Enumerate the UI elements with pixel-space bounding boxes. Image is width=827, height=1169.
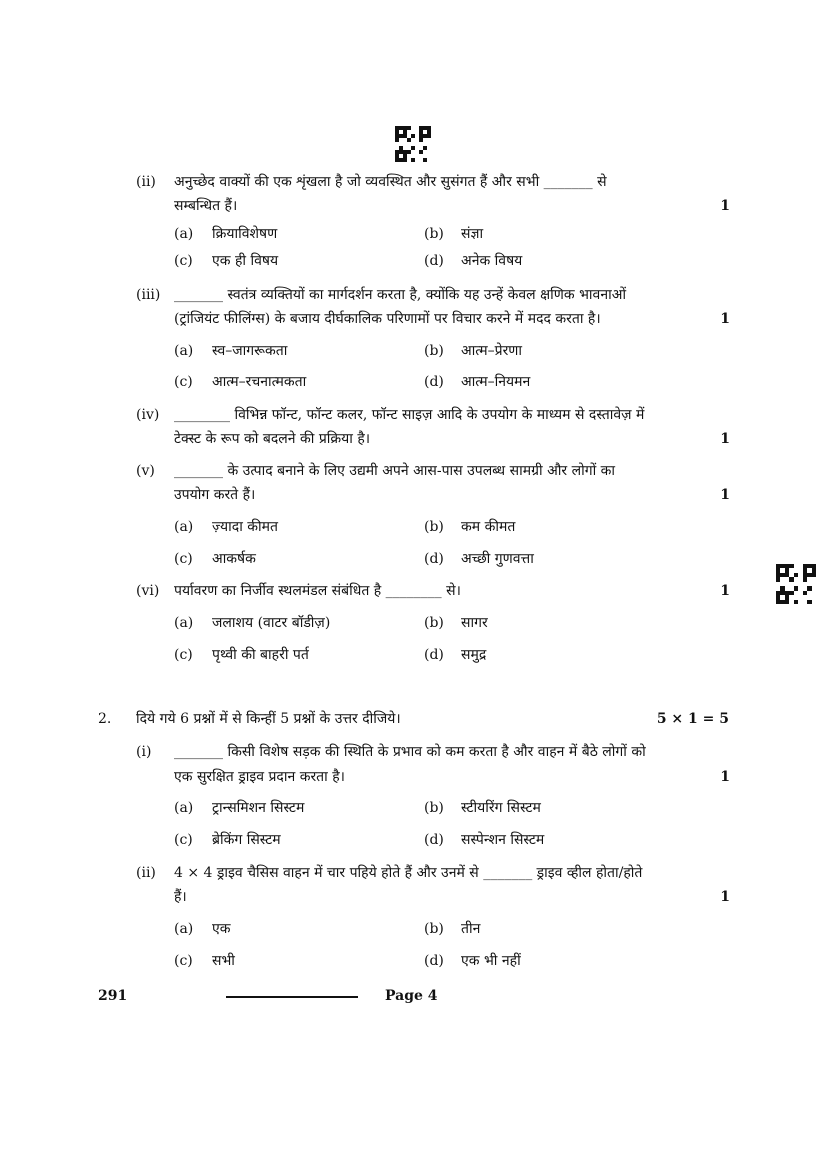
option-label: (a)	[174, 343, 194, 359]
q1-v-text-line2: उपयोग करते हैं।	[174, 487, 256, 503]
option-text: संज्ञा	[461, 226, 484, 242]
option-text: स्टीयरिंग सिस्टम	[461, 800, 541, 816]
q1-ii-text-line1: अनुच्छेद वाक्यों की एक शृंखला है जो व्यवस्थित और सुसंगत हैं और सभी _______ से	[174, 174, 607, 190]
option-text: जलाशय (वाटर बॉडीज़)	[212, 615, 331, 631]
q2-i-number: (i)	[136, 744, 152, 760]
option-label: (b)	[424, 226, 444, 242]
option-text: आकर्षक	[212, 551, 256, 567]
q1-vi-marks: 1	[720, 583, 730, 599]
page-code: 291	[98, 988, 128, 1004]
footer-rule	[226, 996, 358, 998]
option-text: सभी	[212, 953, 235, 969]
option-text: कम कीमत	[461, 519, 516, 535]
option-label: (d)	[424, 253, 444, 269]
q1-iii-marks: 1	[720, 311, 730, 327]
option-text: समुद्र	[461, 647, 487, 663]
option-label: (d)	[424, 551, 444, 567]
q2-i-marks: 1	[720, 769, 730, 785]
q2-i-text-line2: एक सुरक्षित ड्राइव प्रदान करता है।	[174, 769, 345, 785]
option-text: ज़्यादा कीमत	[212, 519, 278, 535]
option-label: (b)	[424, 800, 444, 816]
q1-iv-number: (iv)	[136, 407, 160, 423]
q1-v-text-line1: _______ के उत्पाद बनाने के लिए उद्यमी अपने आस-पास उपलब्ध सामग्री और लोगों का	[174, 463, 616, 479]
q1-v-marks: 1	[720, 487, 730, 503]
option-text: आत्म–नियमन	[461, 374, 531, 390]
q2-ii-number: (ii)	[136, 865, 156, 881]
option-text: ट्रान्समिशन सिस्टम	[212, 800, 305, 816]
option-label: (d)	[424, 953, 444, 969]
option-label: (b)	[424, 921, 444, 937]
option-label: (d)	[424, 374, 444, 390]
q2-number: 2.	[98, 711, 112, 727]
qr-code-side	[776, 564, 816, 604]
qr-module	[427, 158, 431, 162]
page-number: Page 4	[385, 988, 438, 1004]
q1-ii-number: (ii)	[136, 174, 156, 190]
option-label: (c)	[174, 253, 193, 269]
option-label: (a)	[174, 615, 194, 631]
option-text: एक	[212, 921, 231, 937]
q1-iii-number: (iii)	[136, 287, 161, 303]
q2-i-text-line1: _______ किसी विशेष सड़क की स्थिति के प्रभाव को कम करता है और वाहन में बैठे लोगों को	[174, 744, 646, 760]
option-label: (b)	[424, 615, 444, 631]
option-text: एक भी नहीं	[461, 953, 521, 969]
option-label: (b)	[424, 519, 444, 535]
option-text: सागर	[461, 615, 488, 631]
option-text: आत्म–प्रेरणा	[461, 343, 523, 359]
q1-vi-text-line1: पर्यावरण का निर्जीव स्थलमंडल संबंधित है ________ से।	[174, 583, 461, 599]
option-text: अनेक विषय	[461, 253, 523, 269]
option-text: स्व–जागरूकता	[212, 343, 288, 359]
option-label: (d)	[424, 832, 444, 848]
q2-ii-text-line2: हैं।	[174, 889, 187, 905]
q1-v-number: (v)	[136, 463, 155, 479]
option-text: अच्छी गुणवत्ता	[461, 551, 534, 567]
q1-iv-marks: 1	[720, 431, 730, 447]
qr-module	[812, 600, 816, 604]
option-label: (c)	[174, 551, 193, 567]
q1-ii-marks: 1	[720, 198, 730, 214]
option-text: एक ही विषय	[212, 253, 279, 269]
q1-iii-text-line1: _______ स्वतंत्र व्यक्तियों का मार्गदर्शन करता है, क्योंकि यह उन्हें केवल क्षणिक भावनाओं	[174, 287, 627, 303]
option-label: (a)	[174, 519, 194, 535]
option-label: (a)	[174, 226, 194, 242]
q1-iv-text-line2: टेक्स्ट के रूप को बदलने की प्रक्रिया है।	[174, 431, 371, 447]
option-label: (c)	[174, 647, 193, 663]
q1-iv-text-line1: ________ विभिन्न फॉन्ट, फॉन्ट कलर, फॉन्ट साइज़ आदि के उपयोग के माध्यम से दस्तावेज़ में	[174, 407, 645, 423]
q2-marks-scheme: 5 × 1 = 5	[656, 711, 729, 727]
q2-ii-marks: 1	[720, 889, 730, 905]
option-label: (a)	[174, 921, 194, 937]
option-label: (c)	[174, 953, 193, 969]
option-text: आत्म–रचनात्मकता	[212, 374, 307, 390]
q1-iii-text-line2: (ट्रांजियंट फीलिंग्स) के बजाय दीर्घकालिक परिणामों पर विचार करने में मदद करता है।	[174, 311, 601, 327]
option-text: सस्पेन्शन सिस्टम	[461, 832, 545, 848]
q2-heading: दिये गये 6 प्रश्नों में से किन्हीं 5 प्रश्नों के उत्तर दीजिये।	[136, 711, 401, 727]
option-label: (b)	[424, 343, 444, 359]
option-label: (a)	[174, 800, 194, 816]
option-label: (c)	[174, 832, 193, 848]
option-text: तीन	[461, 921, 481, 937]
q1-vi-number: (vi)	[136, 583, 160, 599]
option-text: ब्रेकिंग सिस्टम	[212, 832, 281, 848]
option-label: (c)	[174, 374, 193, 390]
option-label: (d)	[424, 647, 444, 663]
qr-code-top	[395, 126, 431, 162]
q2-ii-text-line1: 4 × 4 ड्राइव चैसिस वाहन में चार पहिये होते हैं और उनमें से _______ ड्राइव व्हील होता/होते	[174, 865, 643, 881]
option-text: क्रियाविशेषण	[212, 226, 278, 242]
q1-ii-text-line2: सम्बन्धित हैं।	[174, 198, 238, 214]
option-text: पृथ्वी की बाहरी पर्त	[212, 647, 309, 663]
